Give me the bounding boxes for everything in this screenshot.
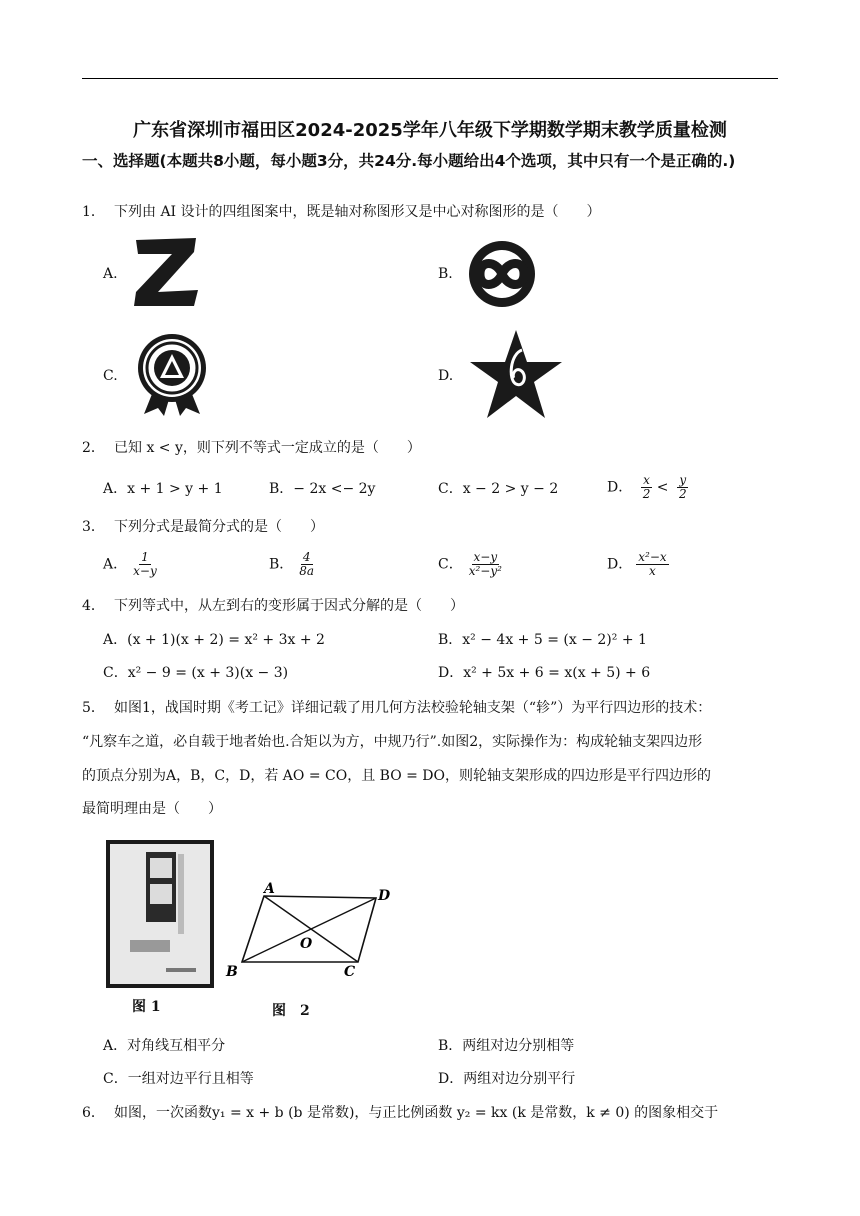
point-b-label: B xyxy=(226,964,238,980)
denominator: x²−y² xyxy=(468,564,502,578)
q4-option-d: D．x² + 5x + 6 = x(x + 5) + 6 xyxy=(438,665,651,681)
q4-option-a: A．(x + 1)(x + 2) = x² + 3x + 2 xyxy=(103,632,325,648)
denominator: 2 xyxy=(678,487,687,501)
q5-option-b: B．两组对边分别相等 xyxy=(438,1038,575,1054)
q5-option-d: D．两组对边分别平行 xyxy=(438,1071,576,1087)
question-number: 3． xyxy=(82,519,105,535)
q3-option-c xyxy=(438,551,504,578)
option-label: D． xyxy=(607,479,633,496)
fraction xyxy=(297,551,316,578)
q5-option-c: C．一组对边平行且相等 xyxy=(103,1071,254,1087)
question-5-line-2: “凡察车之道，必自载于地者始也.合矩以为方，中规乃行”.如图2，实际操作为：构成轮轴支架四边形 xyxy=(82,734,703,750)
top-rule xyxy=(82,78,778,79)
question-4 xyxy=(82,596,782,616)
point-o-label: O xyxy=(300,936,313,952)
section-heading: 一、选择题(本题共8小题，每小题3分，共24分.每小题给出4个选项，其中只有一个是正确的.) xyxy=(82,152,736,170)
fraction xyxy=(641,474,653,501)
figure-2-label: 图 2 xyxy=(272,1003,310,1019)
denominator: 2 xyxy=(642,487,651,501)
point-c-label: C xyxy=(344,964,356,980)
question-number: 4． xyxy=(82,598,105,614)
q3-option-d xyxy=(607,551,669,578)
fraction xyxy=(636,551,668,578)
numerator: 1 xyxy=(141,550,149,564)
question-text: 已知 x < y，则下列不等式一定成立的是（ ） xyxy=(114,440,421,456)
question-text: 下列分式是最简分式的是（ ） xyxy=(114,519,324,535)
q3-option-b xyxy=(269,551,316,578)
question-3 xyxy=(82,517,782,537)
infinity-circle-image xyxy=(466,238,538,310)
denominator: x−y xyxy=(133,564,157,578)
denominator: 8a xyxy=(299,564,315,578)
parallelogram-diagram xyxy=(224,876,400,984)
star-six-image xyxy=(466,328,566,422)
option-label: B． xyxy=(269,556,294,573)
q2-option-b: B．− 2x <− 2y xyxy=(269,481,376,497)
fraction xyxy=(131,551,159,578)
numerator: x²−x xyxy=(638,550,667,564)
q2-option-d xyxy=(607,474,689,501)
question-1 xyxy=(82,202,782,222)
q4-option-c: C．x² − 9 = (x + 3)(x − 3) xyxy=(103,665,289,681)
q1-option-c-label: C. xyxy=(103,368,118,384)
q1-option-a-label: A. xyxy=(103,266,118,282)
numerator: 4 xyxy=(302,550,311,564)
badge-triangle-image xyxy=(134,330,210,416)
q1-option-b-label: B. xyxy=(438,266,453,282)
question-2 xyxy=(82,438,782,458)
question-6 xyxy=(82,1103,782,1123)
question-5-line-4: 最简明理由是（ ） xyxy=(82,801,222,817)
q3-option-a xyxy=(103,551,159,578)
point-d-label: D xyxy=(378,888,391,904)
fraction xyxy=(677,474,689,501)
option-label: D． xyxy=(607,556,633,573)
option-label: A． xyxy=(103,556,128,573)
question-number: 6． xyxy=(82,1105,105,1121)
numerator: y xyxy=(679,473,687,487)
question-text: 下列等式中，从左到右的变形属于因式分解的是（ ） xyxy=(114,598,464,614)
question-text: 如图，一次函数y₁ = x + b (b 是常数)，与正比例函数 y₂ = kx (k 是常数，k ≠ 0) 的图象相交于 xyxy=(114,1105,719,1121)
question-text: 如图1，战国时期《考工记》详细记载了用几何方法校验轮轴支架（“轸”）为平行四边形的技术： xyxy=(114,700,712,716)
question-5-line-3: 的顶点分别为A，B，C，D，若 AO = CO，且 BO = DO，则轮轴支架形成的四边形是平行四边形的 xyxy=(82,768,711,784)
q2-option-a: A．x + 1 > y + 1 xyxy=(103,481,223,497)
q4-option-b: B．x² − 4x + 5 = (x − 2)² + 1 xyxy=(438,632,647,648)
book-photo-image xyxy=(106,840,214,988)
question-number: 5． xyxy=(82,700,105,716)
denominator: x xyxy=(649,564,656,578)
q5-option-a: A．对角线互相平分 xyxy=(103,1038,226,1054)
diagonal-bd xyxy=(242,898,376,962)
point-a-label: A xyxy=(264,881,275,897)
numerator: x xyxy=(643,473,650,487)
question-number: 1． xyxy=(82,204,105,220)
q2-option-c: C．x − 2 > y − 2 xyxy=(438,481,559,497)
option-label: C． xyxy=(438,556,463,573)
numerator: x−y xyxy=(473,550,498,564)
z-pattern-image xyxy=(130,236,202,308)
question-5-line-1 xyxy=(82,698,792,718)
q1-option-d-label: D. xyxy=(438,368,454,384)
page-title: 广东省深圳市福田区2024-2025学年八年级下学期数学期末教学质量检测 xyxy=(133,120,727,141)
question-number: 2． xyxy=(82,440,105,456)
fraction xyxy=(467,551,504,578)
question-text: 下列由 AI 设计的四组图案中，既是轴对称图形又是中心对称图形的是（ ） xyxy=(114,204,601,220)
operator: < xyxy=(656,479,669,496)
figure-1-label: 图 1 xyxy=(132,999,161,1015)
